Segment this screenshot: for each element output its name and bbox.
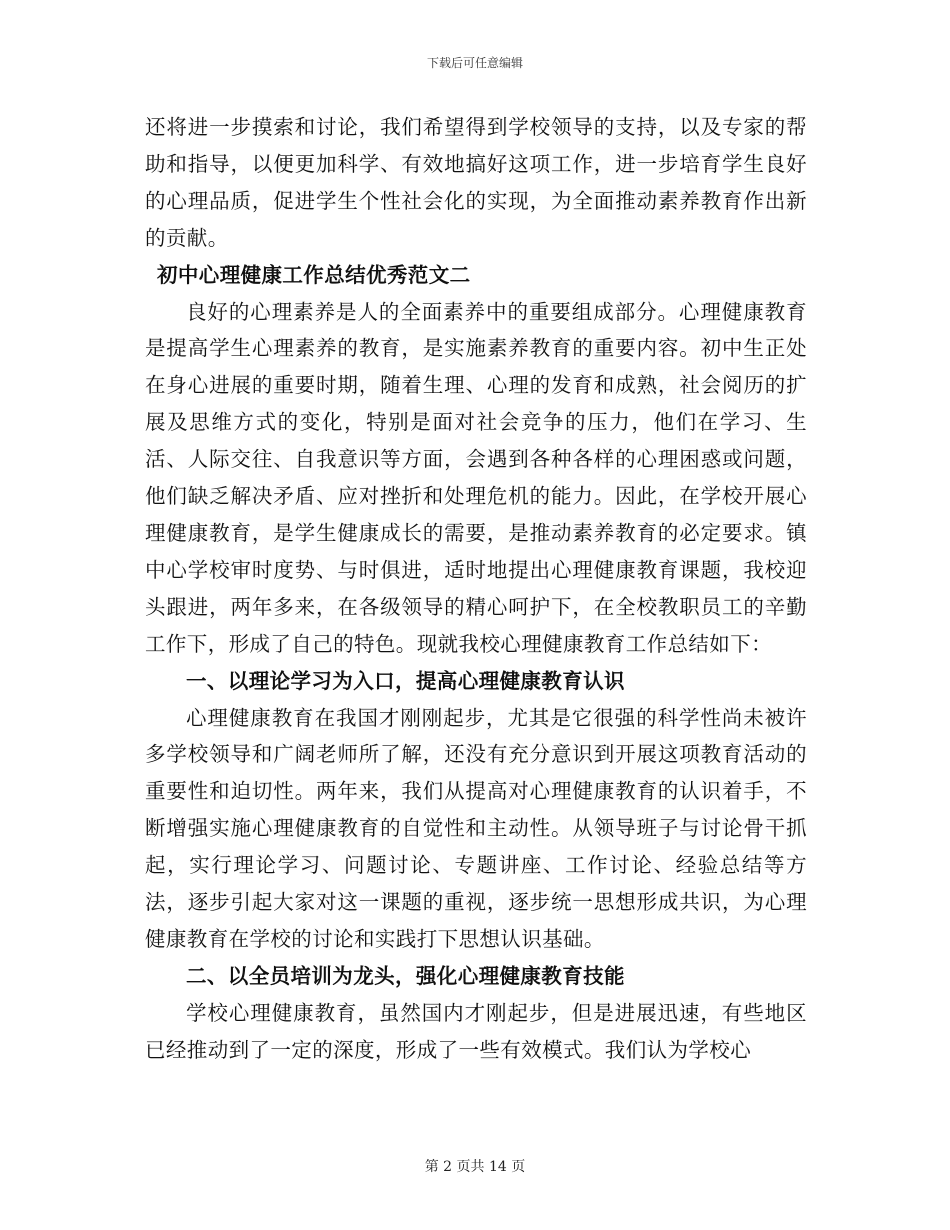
page-number-indicator: 第 2 页共 14 页 <box>424 1159 526 1175</box>
section-1-paragraph: 心理健康教育在我国才刚刚起步，尤其是它很强的科学性尚未被许多学校领导和广阔老师所了解，还没有充分意识到开展这项教育活动的重要性和迫切性。两年来，我们从提高对心理健康教育的认识着手，不断增强实施心理健康教育的自觉性和主动性。从领导班子与讨论骨干抓起，实行理论学习、问题讨论、专题讲座、工作讨论、经验总结等方法，逐步引起大家对这一课题的重视，逐步统一思想形成共识，为心理健康教育在学校的讨论和实践打下思想认识基础。 <box>145 705 807 951</box>
document-title: 初中心理健康工作总结优秀范文二 <box>157 262 471 287</box>
document-body <box>145 109 807 1069</box>
intro-paragraph: 还将进一步摸索和讨论，我们希望得到学校领导的支持，以及专家的帮助和指导，以便更加科学、有效地搞好这项工作，进一步培育学生良好的心理品质，促进学生个性社会化的实现，为全面推动素养教育作出新的贡献。 <box>145 115 807 250</box>
paragraph-intro-mental-health: 良好的心理素养是人的全面素养中的重要组成部分。心理健康教育是提高学生心理素养的教育，是实施素养教育的重要内容。初中生正处在身心进展的重要时期，随着生理、心理的发育和成熟，社会阅历的扩展及思维方式的变化，特别是面对社会竞争的压力，他们在学习、生活、人际交往、自我意识等方面，会遇到各种各样的心理困惑或问题，他们缺乏解决矛盾、应对挫折和处理危机的能力。因此，在学校开展心理健康教育，是学生健康成长的需要，是推动素养教育的必定要求。镇中心学校审时度势、与时俱进，适时地提出心理健康教育课题，我校迎头跟进，两年多来，在各级领导的精心呵护下，在全校教职员工的辛勤工作下，形成了自己的特色。现就我校心理健康教育工作总结如下： <box>145 299 807 656</box>
section-1-heading: 一、以理论学习为入口，提高心理健康教育认识 <box>186 668 625 693</box>
page-header-note: 下载后可任意编辑 <box>426 56 523 70</box>
section-2-heading: 二、以全员培训为龙头，强化心理健康教育技能 <box>186 963 625 988</box>
section-2-paragraph: 学校心理健康教育，虽然国内才刚起步，但是进展迅速，有些地区已经推动到了一定的深度，形成了一些有效模式。我们认为学校心 <box>145 1000 807 1062</box>
